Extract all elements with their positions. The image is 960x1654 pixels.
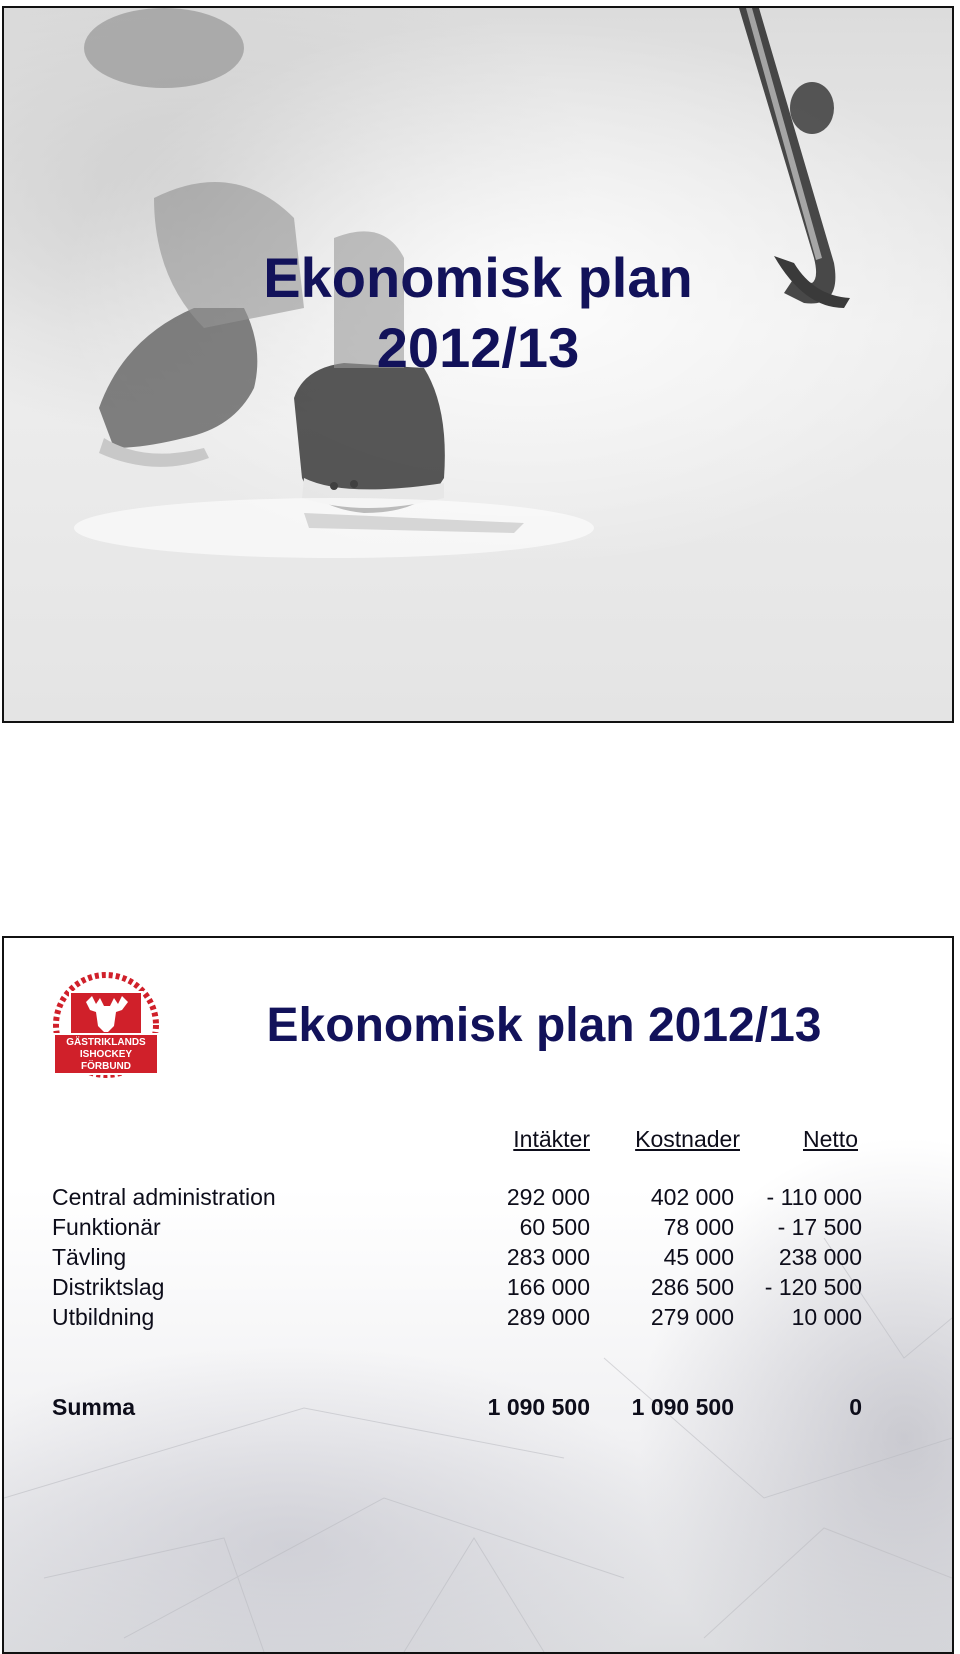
row-label: Funktionär	[52, 1214, 161, 1240]
logo-line-2: ISHOCKEY	[79, 1049, 133, 1060]
slide-title: Ekonomisk plan 2012/13	[266, 999, 822, 1052]
moose-crest-logo-icon	[48, 972, 164, 1078]
row-income: 166 000	[506, 1274, 590, 1300]
row-costs: 45 000	[663, 1244, 734, 1270]
table-row	[52, 1242, 862, 1272]
total-costs: 1 090 500	[631, 1394, 734, 1420]
header-net: Netto	[803, 1126, 858, 1152]
logo-line-1: GÄSTRIKLANDS	[66, 1037, 146, 1048]
table-row	[52, 1302, 862, 1332]
row-costs: 286 500	[650, 1274, 734, 1300]
row-costs: 279 000	[650, 1304, 734, 1330]
row-label: Central administration	[52, 1184, 276, 1210]
total-income: 1 090 500	[487, 1394, 590, 1420]
title-line-1: Ekonomisk plan	[263, 246, 693, 309]
row-label: Distriktslag	[52, 1274, 165, 1300]
total-row	[52, 1392, 862, 1422]
row-costs: 402 000	[650, 1184, 734, 1210]
header-costs: Kostnader	[635, 1126, 740, 1152]
row-income: 60 500	[519, 1214, 590, 1240]
row-net: - 110 000	[766, 1184, 862, 1210]
row-net: 10 000	[791, 1304, 862, 1330]
row-net: 238 000	[778, 1244, 862, 1270]
table-row	[52, 1182, 862, 1212]
total-label: Summa	[52, 1394, 136, 1420]
title-slide	[2, 6, 954, 723]
row-income: 283 000	[506, 1244, 590, 1270]
total-net: 0	[849, 1394, 862, 1420]
row-income: 289 000	[506, 1304, 590, 1330]
row-net: - 17 500	[777, 1214, 862, 1240]
row-costs: 78 000	[663, 1214, 734, 1240]
header-income: Intäkter	[513, 1126, 590, 1152]
logo-line-3: FÖRBUND	[81, 1061, 131, 1072]
row-income: 292 000	[506, 1184, 590, 1210]
table-row	[52, 1272, 862, 1302]
budget-slide	[2, 936, 954, 1654]
table-row	[52, 1212, 862, 1242]
row-net: - 120 500	[764, 1274, 862, 1300]
title-line-2: 2012/13	[376, 316, 580, 379]
slide-title	[4, 243, 952, 383]
row-label: Tävling	[52, 1244, 127, 1270]
row-label: Utbildning	[52, 1304, 155, 1330]
